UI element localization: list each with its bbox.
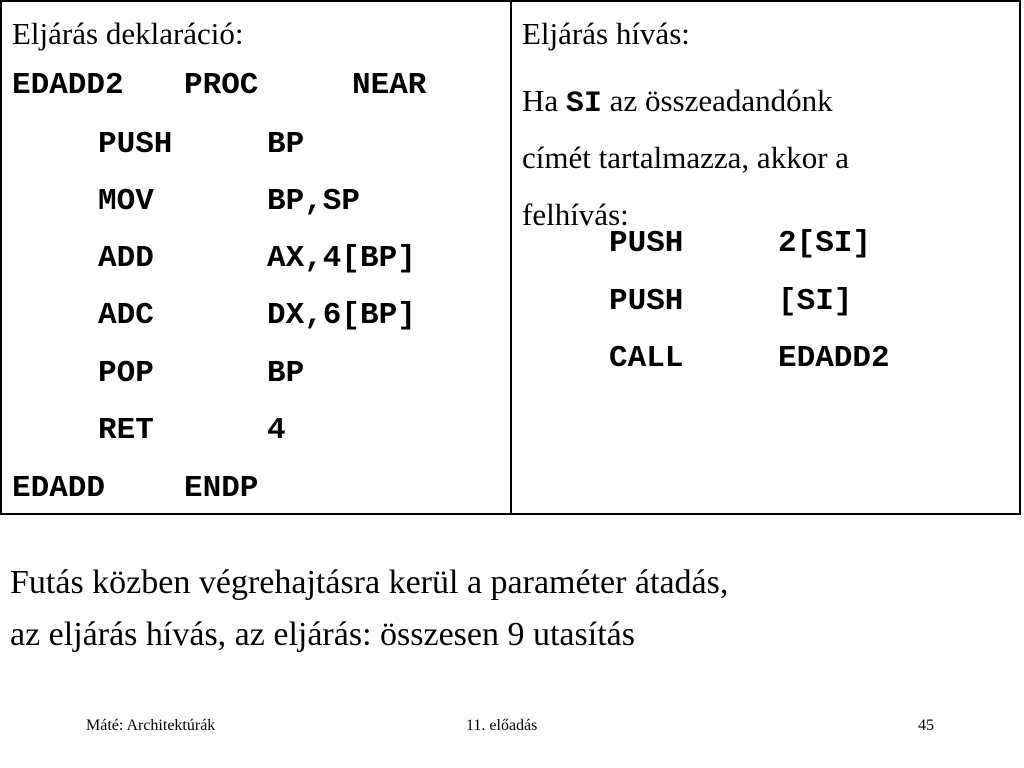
code-line: [2, 243, 510, 277]
code-operand: NEAR: [352, 68, 427, 103]
code-line-proc-header: [2, 70, 510, 104]
code-operand: AX,4[BP]: [267, 241, 416, 276]
code-operand: BP: [267, 127, 305, 162]
call-code-line: [512, 228, 1019, 262]
call-description-line: címét tartalmazza, akkor a: [522, 140, 850, 175]
caption-line: az eljárás hívás, az eljárás: összesen 9 utasítás: [10, 616, 635, 653]
footer-author: Máté: Architektúrák: [86, 717, 216, 734]
code-opcode: PUSH: [609, 284, 684, 319]
code-line: [2, 358, 510, 392]
slide-caption: [10, 557, 728, 661]
declaration-column: [2, 2, 512, 513]
code-operand: 4: [267, 413, 286, 448]
call-text-suffix: az összeadandónk: [609, 83, 833, 118]
code-line: [2, 129, 510, 163]
code-operand: 2[SI]: [778, 226, 872, 261]
call-column: [512, 2, 1019, 513]
code-directive: PROC: [184, 68, 259, 103]
code-line: [2, 186, 510, 220]
declaration-heading: Eljárás deklaráció:: [12, 16, 244, 51]
code-directive: ENDP: [184, 471, 259, 506]
footer-lecture: 11. előadás: [466, 717, 538, 734]
call-code-line: [512, 343, 1019, 377]
caption-line: Futás közben végrehajtásra kerül a paraméter átadás,: [10, 564, 729, 601]
code-operand: [SI]: [778, 284, 853, 319]
code-line: [2, 415, 510, 449]
code-label: EDADD: [12, 471, 106, 506]
code-opcode: PUSH: [609, 226, 684, 261]
code-label: EDADD2: [12, 68, 124, 103]
code-opcode: CALL: [609, 341, 684, 376]
code-line-proc-end: [2, 473, 510, 507]
call-text-prefix: Ha: [522, 83, 559, 118]
code-opcode: ADC: [98, 298, 154, 333]
code-line: [2, 300, 510, 334]
code-opcode: POP: [98, 356, 154, 391]
code-opcode: PUSH: [98, 127, 173, 162]
code-operand: EDADD2: [778, 341, 890, 376]
call-description-line: felhívás:: [522, 197, 629, 232]
code-opcode: RET: [98, 413, 154, 448]
code-operand: DX,6[BP]: [267, 298, 416, 333]
call-description-line: [522, 72, 992, 129]
call-description: [522, 72, 992, 243]
code-opcode: MOV: [98, 184, 154, 219]
register-name: SI: [565, 87, 602, 121]
footer-page-number: 45: [918, 717, 934, 734]
code-operand: BP: [267, 356, 305, 391]
call-heading: Eljárás hívás:: [522, 16, 690, 51]
code-opcode: ADD: [98, 241, 154, 276]
call-code-line: [512, 286, 1019, 320]
code-operand: BP,SP: [267, 184, 361, 219]
